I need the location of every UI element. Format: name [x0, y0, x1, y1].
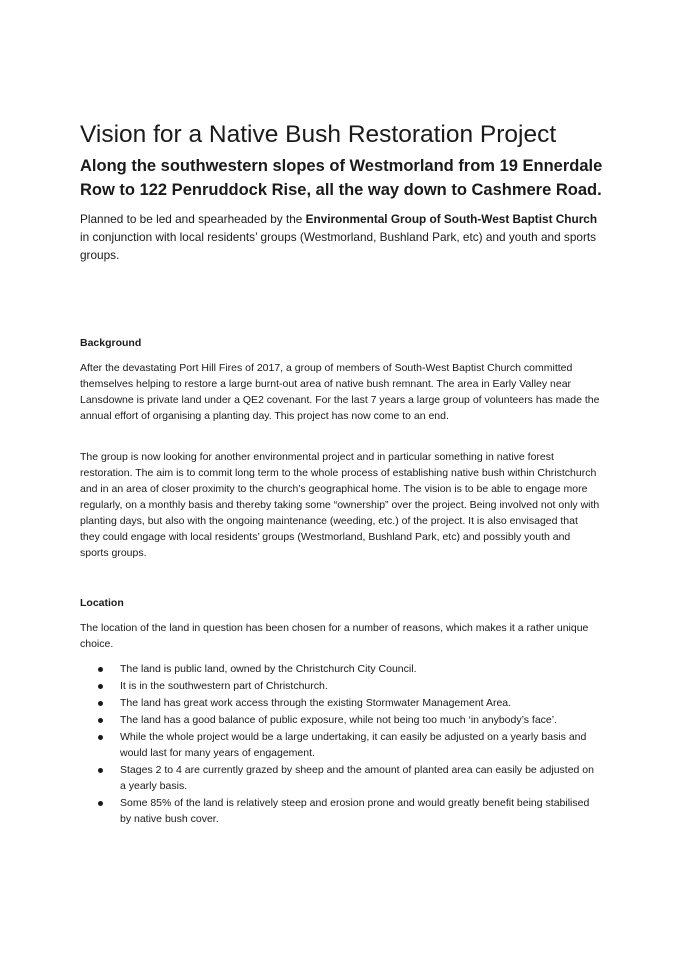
- bullet-icon: [98, 684, 103, 689]
- intro-paragraph: [80, 210, 600, 264]
- list-item: [80, 712, 600, 728]
- document-subtitle: Along the southwestern slopes of Westmorland from 19 Ennerdale Row to 122 Penruddock Rise, all the way down to Cashmere Road.: [80, 157, 603, 199]
- list-item: [80, 762, 600, 794]
- list-item-text: It is in the southwestern part of Christchurch.: [120, 680, 328, 692]
- list-item-text: Some 85% of the land is relatively steep and erosion prone and would greatly benefit being stabilised by native bush cover.: [120, 797, 590, 825]
- intro-suffix: in conjunction with local residents’ groups (Westmorland, Bushland Park, etc) and youth and sports groups.: [80, 230, 597, 262]
- intro-prefix: Planned to be led and spearheaded by the: [80, 212, 306, 226]
- location-paragraph: The location of the land in question has been chosen for a number of reasons, which makes it a rather unique choice.: [80, 622, 589, 650]
- list-item-text: The land has great work access through the existing Stormwater Management Area.: [120, 697, 512, 709]
- background-paragraph-2: The group is now looking for another environmental project and in particular something in native forest restoration. The aim is to commit long term to the whole process of establishing native bush within Christchurch and in an area of closer proximity to the church’s geographical home. The vision is to be able to engage more regularly, on a monthly basis and thereby taking some “ownership” over the project. Being involved not only with planting days, but also with the ongoing maintenance (weeding, etc.) of the project. It is also envisaged that they could engage with local residents’ groups (Westmorland, Bushland Park, etc) and possibly youth and sports groups.: [80, 451, 600, 559]
- bullet-icon: [98, 718, 103, 723]
- document-title: Vision for a Native Bush Restoration Project: [80, 121, 557, 148]
- list-item-text: Stages 2 to 4 are currently grazed by sheep and the amount of planted area can easily be adjusted on a yearly basis.: [120, 764, 594, 792]
- bullet-icon: [98, 735, 103, 740]
- bullet-icon: [98, 801, 103, 806]
- background-paragraph-1: After the devastating Port Hill Fires of 2017, a group of members of South-West Baptist Church committed themselves helping to restore a large burnt-out area of native bush remnant. The area in Early Valley near Lansdowne is private land under a QE2 covenant. For the last 7 years a large group of volunteers has made the annual effort of organising a planting day. This project has now come to an end.: [80, 362, 600, 422]
- list-item: [80, 795, 600, 827]
- list-item-text: While the whole project would be a large undertaking, it can easily be adjusted on a yearly basis and would last for many years of engagement.: [120, 731, 587, 759]
- location-reasons-list: [80, 661, 600, 828]
- location-heading: Location: [80, 597, 124, 609]
- bullet-icon: [98, 701, 103, 706]
- intro-organisation: Environmental Group of South-West Baptist Church: [305, 212, 598, 226]
- list-item-text: The land is public land, owned by the Christchurch City Council.: [120, 663, 417, 675]
- background-heading: Background: [80, 337, 142, 349]
- bullet-icon: [98, 667, 103, 672]
- bullet-icon: [98, 768, 103, 773]
- list-item: [80, 661, 600, 677]
- list-item: [80, 729, 600, 761]
- list-item-text: The land has a good balance of public exposure, while not being too much ‘in anybody’s face’.: [120, 714, 558, 726]
- list-item: [80, 695, 600, 711]
- list-item: [80, 678, 600, 694]
